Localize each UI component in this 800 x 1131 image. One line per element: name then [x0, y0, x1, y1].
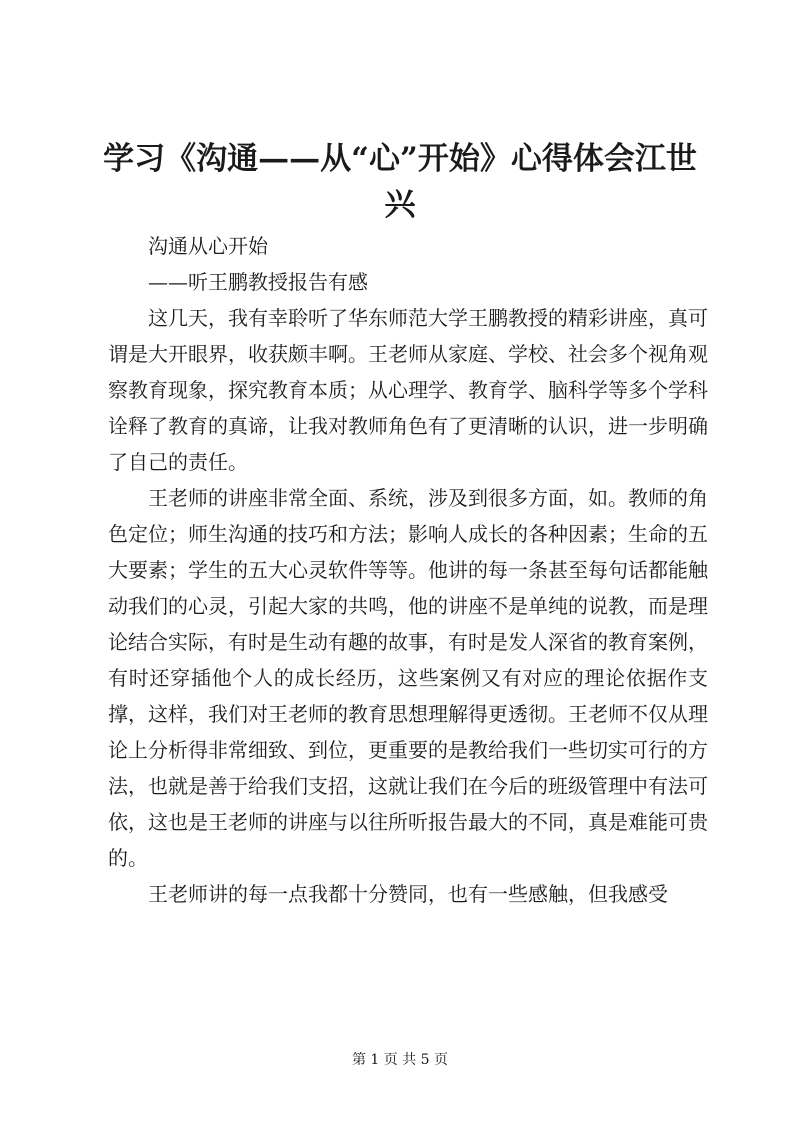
body-paragraph-1: 这几天，我有幸聆听了华东师范大学王鹏教授的精彩讲座，真可谓是大开眼界，收获颇丰啊。王老师从家庭、学校、社会多个视角观察教育现象，探究教育本质；从心理学、教育学、脑科学等多个学科诠释了教育的真谛，让我对教师角色有了更清晰的认识，进一步明确了自己的责任。 — [108, 306, 708, 474]
subtitle-byline: ——听王鹏教授报告有感 — [148, 270, 368, 294]
page-footer: 第 1 页 共 5 页 — [351, 1052, 449, 1068]
document-body — [108, 228, 708, 912]
document-title: 学习《沟通——从“心”开始》心得体会江世兴 — [103, 141, 697, 223]
body-paragraph-3: 王老师讲的每一点我都十分赞同，也有一些感触，但我感受 — [148, 882, 668, 906]
body-paragraph-2: 王老师的讲座非常全面、系统，涉及到很多方面，如。教师的角色定位；师生沟通的技巧和方法；影响人成长的各种因素；生命的五大要素；学生的五大心灵软件等等。他讲的每一条甚至每句话都能触动我们的心灵，引起大家的共鸣，他的讲座不是单纯的说教，而是理论结合实际，有时是生动有趣的故事，有时是发人深省的教育案例，有时还穿插他个人的成长经历，这些案例又有对应的理论依据作支撑，这样，我们对王老师的教育思想理解得更透彻。王老师不仅从理论上分析得非常细致、到位，更重要的是教给我们一些切实可行的方法，也就是善于给我们支招，这就让我们在今后的班级管理中有法可依，这也是王老师的讲座与以往所听报告最大的不同，真是难能可贵的。 — [108, 486, 708, 870]
subtitle-line: 沟通从心开始 — [148, 234, 268, 258]
